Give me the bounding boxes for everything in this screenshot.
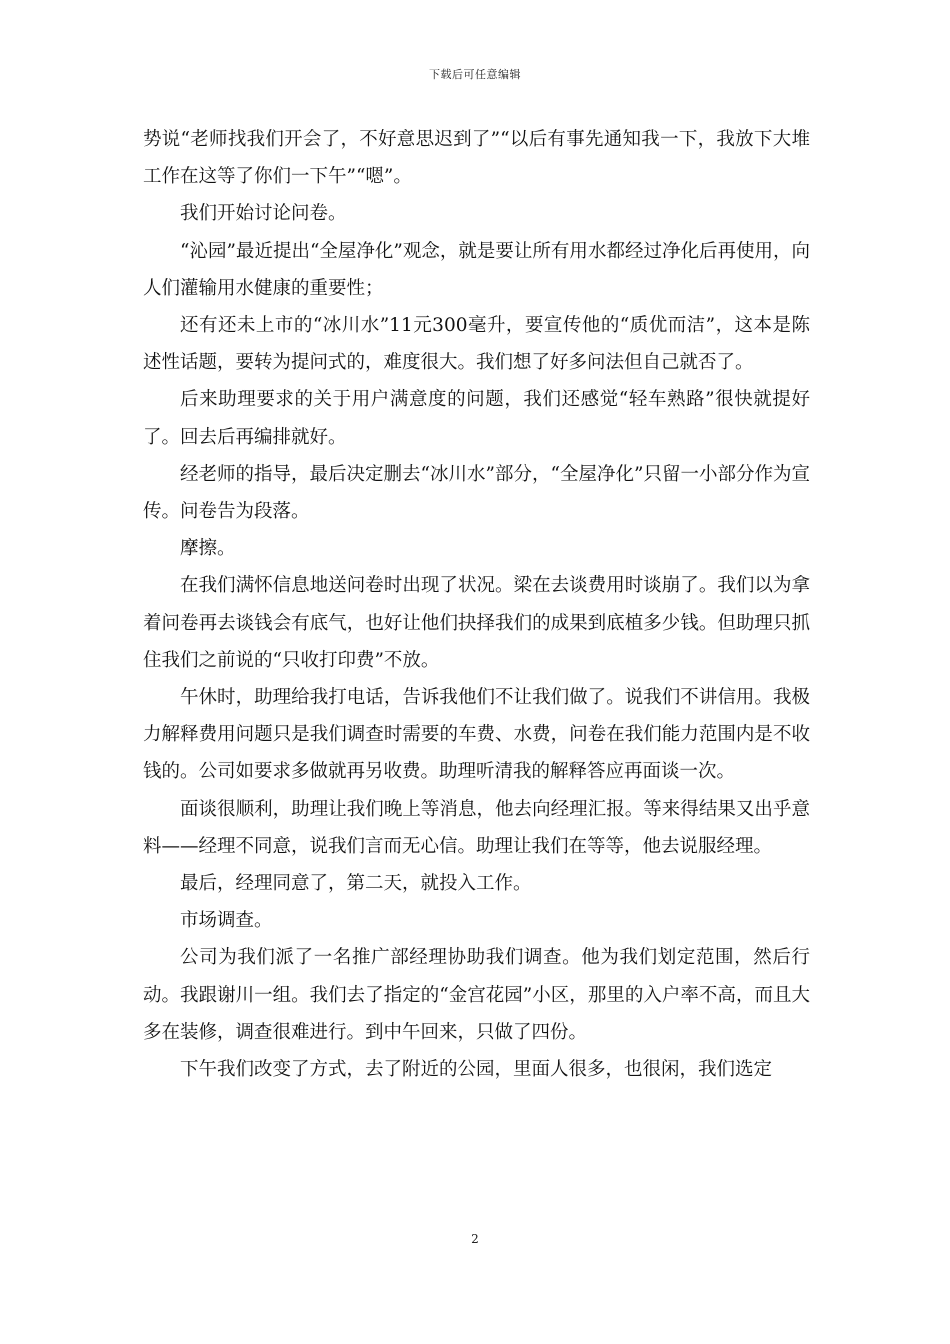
document-body — [143, 121, 810, 1088]
body-paragraph: 还有还未上市的“冰川水”11元300毫升，要宣传他的“质优而洁”，这本是陈述性话题，要转为提问式的，难度很大。我们想了好多问法但自己就否了。 — [143, 315, 810, 374]
body-paragraph: 午休时，助理给我打电话，告诉我他们不让我们做了。说我们不讲信用。我极力解释费用问题只是我们调查时需要的车费、水费，问卷在我们能力范围内是不收钱的。公司如要求多做就再另收费。助理听清我的解释答应再面谈一次。 — [143, 687, 810, 783]
body-paragraph: 面谈很顺利，助理让我们晚上等消息，他去向经理汇报。等来得结果又出乎意料——经理不同意，说我们言而无心信。助理让我们在等等，他去说服经理。 — [143, 798, 810, 857]
body-paragraph: 势说“老师找我们开会了，不好意思迟到了”“以后有事先通知我一下，我放下大堆工作在这等了你们一下午”“嗯”。 — [143, 129, 810, 188]
body-paragraph: 我们开始讨论问卷。 — [180, 203, 347, 225]
page-header: 下载后可任意编辑 — [429, 68, 521, 81]
body-paragraph: 下午我们改变了方式，去了附近的公园，里面人很多，也很闲，我们选定 — [180, 1059, 773, 1081]
body-paragraph: 公司为我们派了一名推广部经理协助我们调查。他为我们划定范围，然后行动。我跟谢川一组。我们去了指定的“金宫花园”小区，那里的入户率不高，而且大多在装修，调查很难进行。到中午回来，只做了四份。 — [143, 947, 810, 1043]
body-paragraph: “沁园”最近提出“全屋净化”观念，就是要让所有用水都经过净化后再使用，向人们灌输用水健康的重要性； — [143, 240, 810, 299]
body-paragraph: 摩擦。 — [180, 538, 236, 560]
page-number: 2 — [471, 1232, 479, 1246]
body-paragraph: 在我们满怀信息地送问卷时出现了状况。梁在去谈费用时谈崩了。我们以为拿着问卷再去谈钱会有底气，也好让他们抉择我们的成果到底植多少钱。但助理只抓住我们之前说的“只收打印费”不放。 — [143, 575, 810, 671]
body-paragraph: 经老师的指导，最后决定删去“冰川水”部分，“全屋净化”只留一小部分作为宣传。问卷告为段落。 — [143, 463, 810, 523]
body-paragraph: 最后，经理同意了，第二天，就投入工作。 — [180, 873, 532, 895]
body-paragraph: 后来助理要求的关于用户满意度的问题，我们还感觉“轻车熟路”很快就提好了。回去后再编排就好。 — [143, 389, 810, 448]
body-paragraph: 市场调查。 — [180, 910, 273, 932]
